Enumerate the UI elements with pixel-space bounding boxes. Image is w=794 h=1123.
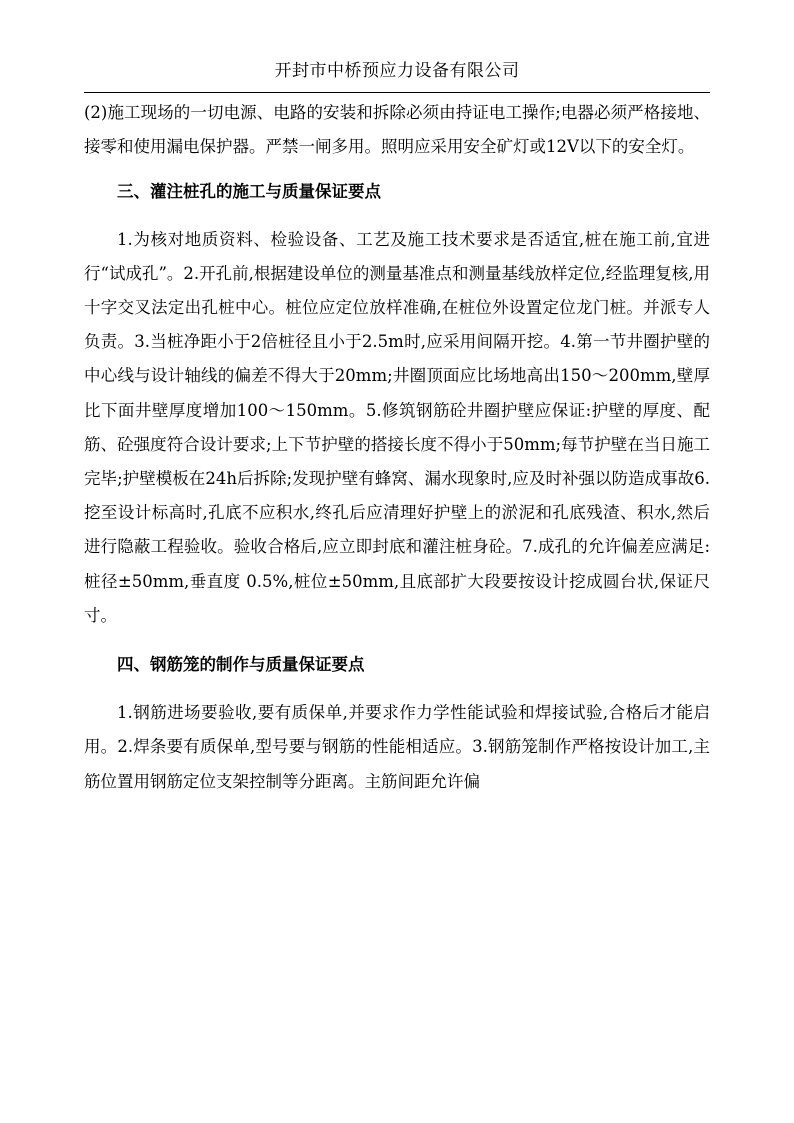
paragraph-pile-hole-construction: 1.为核对地质资料、检验设备、工艺及施工技术要求是否适宜,桩在施工前,宜进行“试成孔”。2.开孔前,根据建设单位的测量基准点和测量基线放样定位,经监理复核,用十字交叉法定出孔桩中心。桩位应定位放样准确,在桩位外设置定位龙门桩。并派专人负责。3.当桩净距小于2倍桩径且小于2.5m时,应采用间隔开挖。4.第一节井圈护壁的中心线与设计轴线的偏差不得大于20mm;井圈顶面应比场地高出150～200mm,壁厚比下面井壁厚度增加100～150mm。5.修筑钢筋砼井圈护壁应保证:护壁的厚度、配筋、砼强度符合设计要求;上下节护壁的搭接长度不得小于50mm;每节护壁在当日施工完毕;护壁模板在24h后拆除;发现护壁有蜂窝、漏水现象时,应及时补强以防造成事故6.挖至设计标高时,孔底不应积水,终孔后应清理好护壁上的淤泥和孔底残渣、积水,然后进行隐蔽工程验收。验收合格后,应立即封底和灌注桩身砼。7.成孔的允许偏差应满足:桩径±50mm,垂直度 0.5%,桩位±50mm,且底部扩大段要按设计挖成圆台状,保证尺寸。	[84, 229, 710, 625]
section-heading-3: 三、灌注桩孔的施工与质量保证要点	[117, 182, 381, 202]
paragraph-electrical-safety: (2)施工现场的一切电源、电路的安装和拆除必须由持证电工操作;电器必须严格接地、接零和使用漏电保护器。严禁一闸多用。照明应采用安全矿灯或12V以下的安全灯。	[84, 103, 710, 157]
paragraph-rebar-cage: 1.钢筋进场要验收,要有质保单,并要求作力学性能试验和焊接试验,合格后才能启用。2.焊条要有质保单,型号要与钢筋的性能相适应。3.钢筋笼制作严格按设计加工,主筋位置用钢筋定位支架控制等分距离。主筋间距允许偏	[84, 703, 710, 791]
page-header	[84, 58, 710, 93]
company-name: 开封市中桥预应力设备有限公司	[274, 61, 520, 81]
document-body	[84, 96, 710, 799]
section-heading-4: 四、钢筋笼的制作与质量保证要点	[117, 655, 365, 675]
